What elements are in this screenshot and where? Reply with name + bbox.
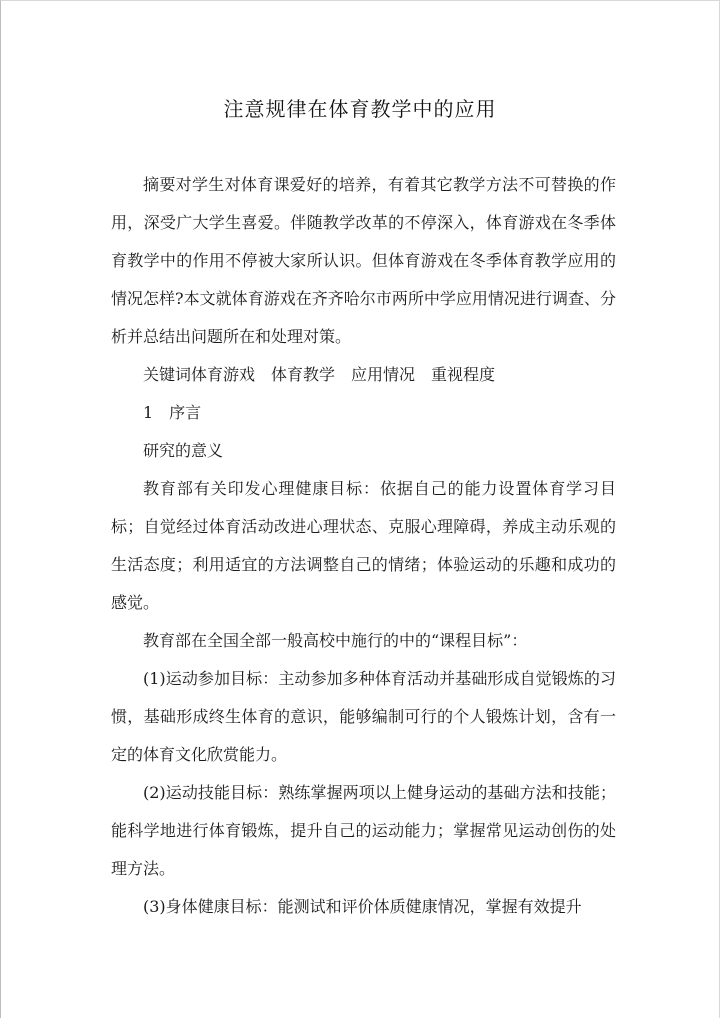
document-body [111,166,616,926]
subsection-heading: 研究的意义 [143,441,224,460]
list-item: (3)身体健康目标：能测试和评价体质健康情况，掌握有效提升 [143,897,582,916]
section-heading: 1 序言 [143,403,202,422]
document-title: 注意规律在体育教学中的应用 [223,97,497,121]
abstract-paragraph: 摘要对学生对体育课爱好的培养，有着其它教学方法不可替换的作用，深受广大学生喜爱。伴随教学改革的不停深入，体育游戏在冬季体育教学中的作用不停被大家所认识。但体育游戏在冬季体育教学应用的情况怎样?本文就体育游戏在齐齐哈尔市两所中学应用情况进行调查、分析并总结出问题所在和处理对策。 [111,175,616,346]
list-item: (1)运动参加目标：主动参加多种体育活动并基础形成自觉锻炼的习惯，基础形成终生体育的意识，能够编制可行的个人锻炼计划，含有一定的体育文化欣赏能力。 [111,669,616,764]
keywords-line: 关键词体育游戏 体育教学 应用情况 重视程度 [143,365,496,384]
body-paragraph: 教育部有关印发心理健康目标：依据自己的能力设置体育学习目标；自觉经过体育活动改进心理状态、克服心理障碍，养成主动乐观的生活态度；利用适宜的方法调整自己的情绪；体验运动的乐趣和成功的感觉。 [111,479,616,612]
body-paragraph: 教育部在全国全部一般高校中施行的中的“课程目标”： [143,631,528,650]
list-item: (2)运动技能目标：熟练掌握两项以上健身运动的基础方法和技能；能科学地进行体育锻炼，提升自己的运动能力；掌握常见运动创伤的处理方法。 [111,783,616,878]
